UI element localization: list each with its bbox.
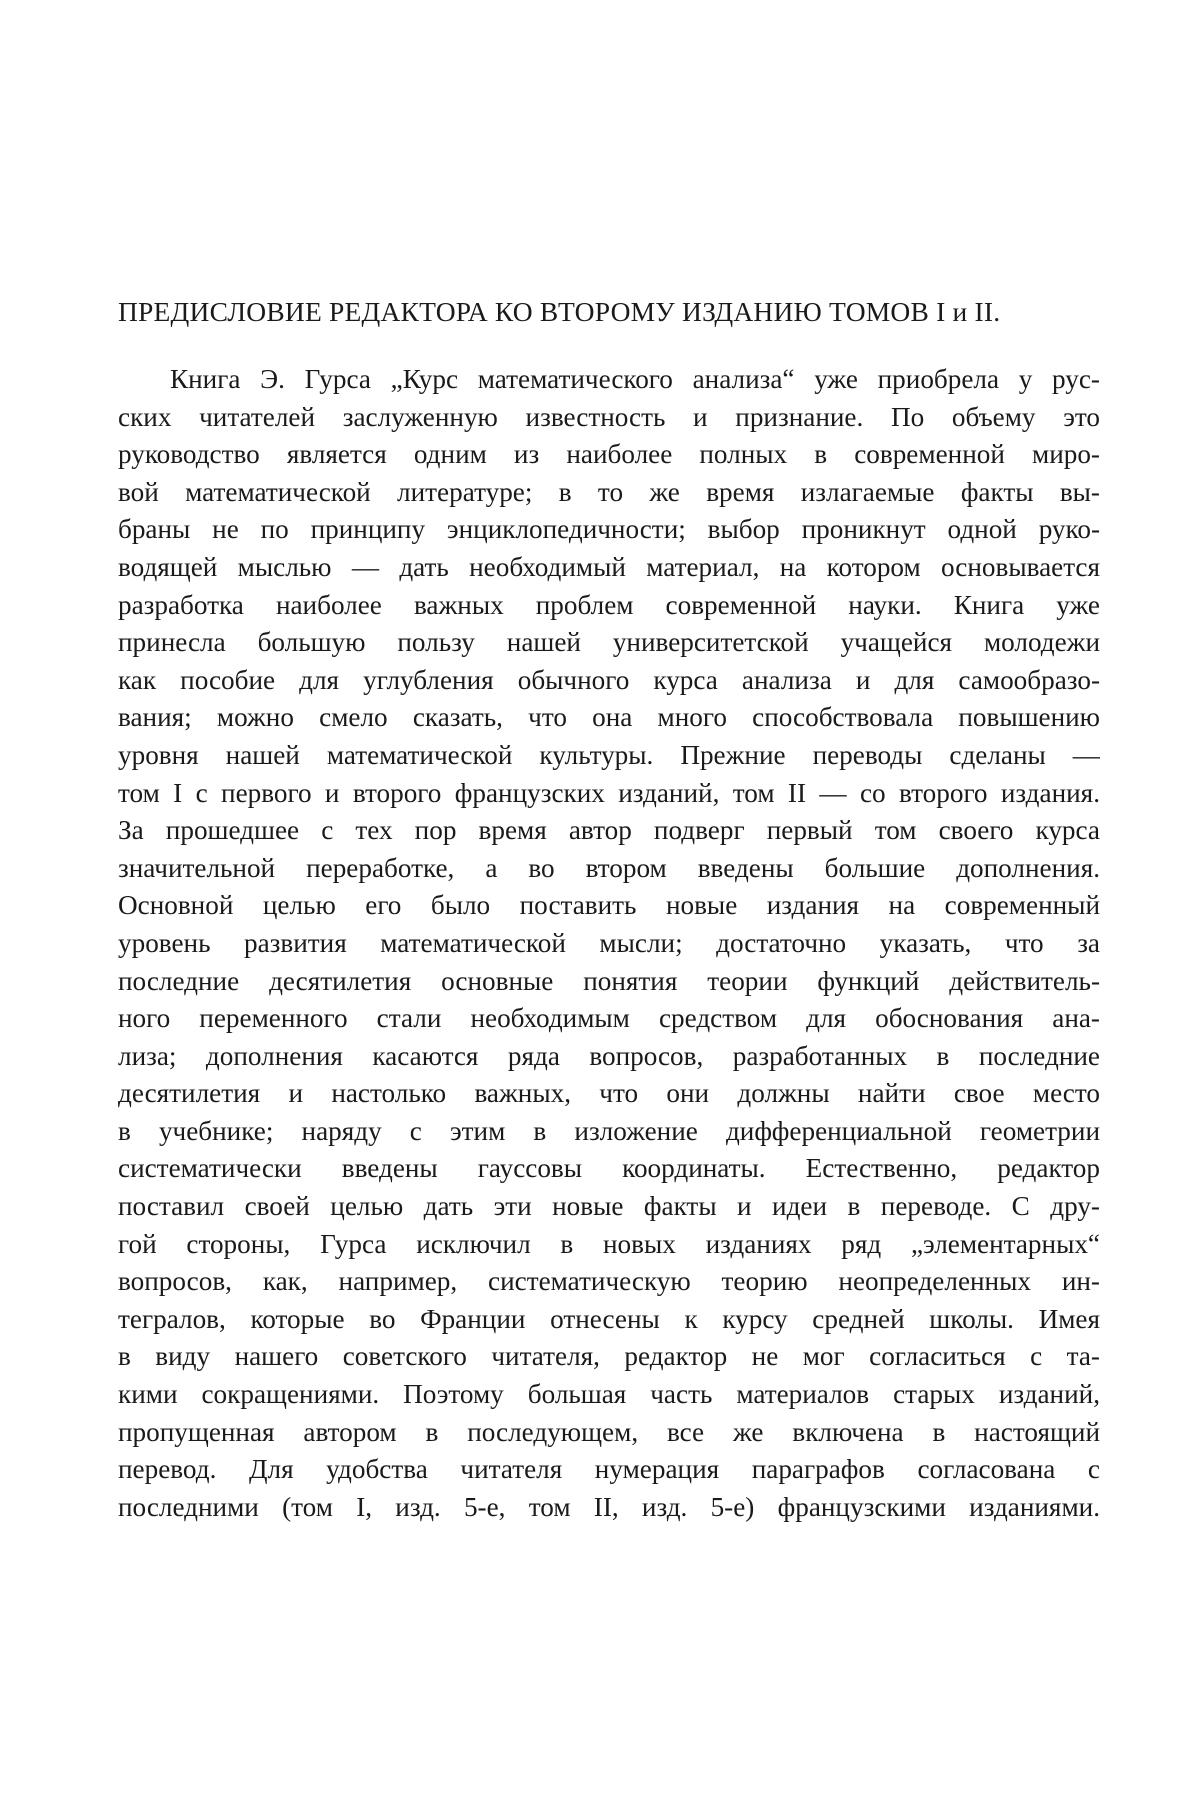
text-line: уровня нашей математической культуры. Прежние переводы сделаны — — [118, 739, 1100, 770]
text-line: принесла большую пользу нашей университетской учащейся молодежи — [118, 627, 1100, 658]
text-line: лиза; дополнения касаются ряда вопросов, разработанных в последние — [118, 1040, 1100, 1071]
text-line: ских читателей заслуженную известность и признание. По объему это — [118, 401, 1100, 432]
text-line: поставил своей целью дать эти новые факты и идеи в переводе. С дру- — [118, 1191, 1100, 1222]
body-paragraph — [118, 361, 1100, 1526]
text-line: перевод. Для удобства читателя нумерация параграфов согласована с — [118, 1454, 1100, 1485]
text-line: вания; можно смело сказать, что она много способствовала повышению — [118, 702, 1100, 733]
text-line: гой стороны, Гурса исключил в новых изданиях ряд „элементарных“ — [118, 1228, 1100, 1259]
text-line: систематически введены гауссовы координаты. Естественно, редактор — [118, 1153, 1100, 1184]
text-line: в учебнике; наряду с этим в изложение дифференциальной геометрии — [118, 1115, 1100, 1146]
text-line: десятилетия и настолько важных, что они должны найти свое место — [118, 1078, 1100, 1109]
text-line: вой математической литературе; в то же время излагаемые факты вы- — [118, 476, 1100, 507]
text-line: вопросов, как, например, систематическую теорию неопределенных ин- — [118, 1266, 1100, 1297]
text-line: уровень развития математической мысли; достаточно указать, что за — [118, 927, 1100, 958]
text-line: руководство является одним из наиболее полных в современной миро- — [118, 439, 1100, 470]
text-line: кими сокращениями. Поэтому большая часть материалов старых изданий, — [118, 1379, 1100, 1410]
text-line: Книга Э. Гурса „Курс математического анализа“ уже приобрела у рус- — [170, 364, 1100, 394]
text-line: последние десятилетия основные понятия теории функций действитель- — [118, 965, 1100, 996]
document-page — [118, 296, 1100, 1526]
text-line: том I с первого и второго французских изданий, том II — со второго издания. — [118, 777, 1100, 808]
text-line: За прошедшее с тех пор время автор подверг первый том своего курса — [118, 815, 1100, 846]
text-line: пропущенная автором в последующем, все же включена в настоящий — [118, 1416, 1100, 1447]
page-title: ПРЕДИСЛОВИЕ РЕДАКТОРА КО ВТОРОМУ ИЗДАНИЮ ТОМОВ I и II. — [118, 296, 1001, 327]
text-line: в виду нашего советского читателя, редактор не мог согласиться с та- — [118, 1341, 1100, 1372]
text-line: Основной целью его было поставить новые издания на современный — [118, 890, 1100, 921]
text-line: последними (том I, изд. 5-е, том II, изд. 5-е) французскими изданиями. — [118, 1491, 1100, 1522]
text-line: браны не по принципу энциклопедичности; выбор проникнут одной руко- — [118, 514, 1100, 545]
text-line: водящей мыслью — дать необходимый материал, на котором основывается — [118, 551, 1100, 582]
text-line: как пособие для углубления обычного курса анализа и для самообразо- — [118, 664, 1100, 695]
text-line: значительной переработке, а во втором введены большие дополнения. — [118, 852, 1100, 883]
text-line: ного переменного стали необходимым средством для обоснования ана- — [118, 1003, 1100, 1034]
text-line: разработка наиболее важных проблем современной науки. Книга уже — [118, 589, 1100, 620]
text-line: тегралов, которые во Франции отнесены к курсу средней школы. Имея — [118, 1303, 1100, 1334]
